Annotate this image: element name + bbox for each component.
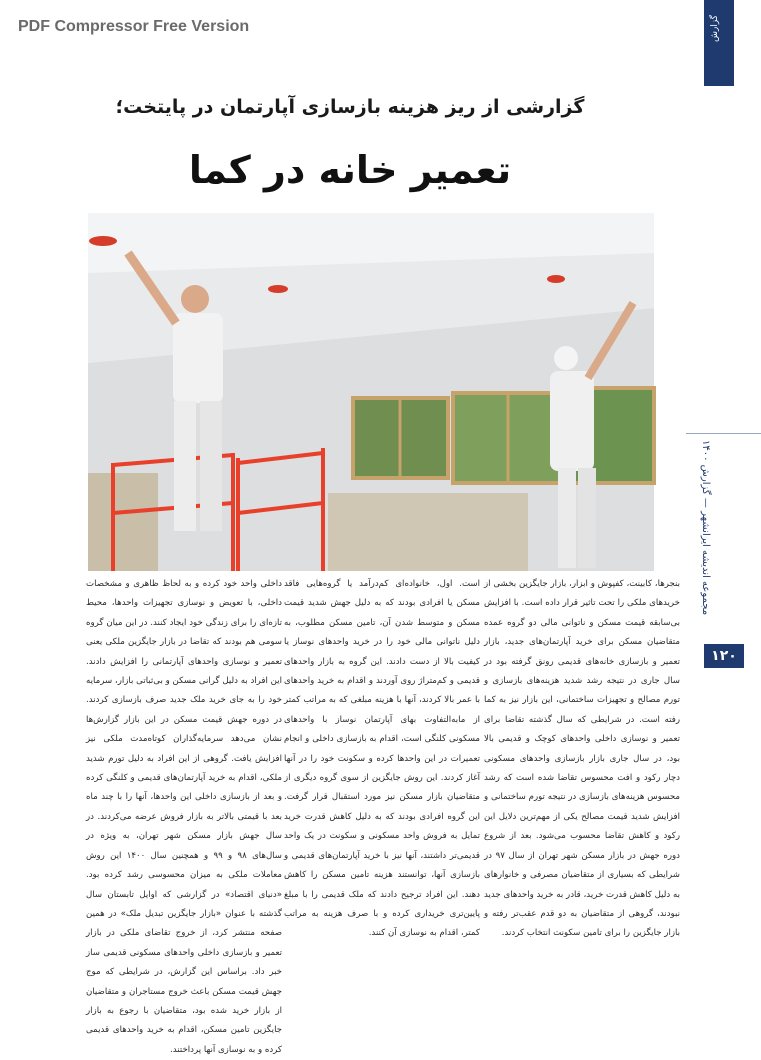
article-photo xyxy=(88,213,654,571)
text-column-3: داخلی واحد خود کرده و به لحاظ ظاهری و مشخصات داخلی، با تعویض و نوسازی تجهیزات واحدها، محیط تازه‌ای را برای زندگی خود ایجاد کنند. در این میان گروه سومی هم بودند که تقاضا در بازار جایگزین ملکی یعنی تعمیر و نوسازی واحدهای آپارتمانی را افزایش دادند. این افراد به دلیل گرانی مسکن و بی‌ثباتی بازار، سرمایه خود را به جای خرید ملک جدید صرف بازسازی کردند. در دوره جهش قیمت مسکن در این بازار گزارش‌ها نشان می‌دهد سرمایه‌گذاران کوتاه‌مدت ملکی نیز افزایش یافت. گروهی از این افراد به دلیل تورم شدید ملکی، اقدام به خرید آپارتمان‌های قدیمی و کلنگی کرده و بعد از بازسازی داخلی این واحدها، آنها را با چند ماه بعد با قیمتی بالاتر به بازار فروش عرضه می‌کردند. در سال جهش بازار مسکن شهر تهران، به ویژه در سال‌های ۹۸ و ۹۹ و همچنین سال ۱۴۰۰ این روش معاملات ملکی به میزان محسوسی رشد کرده بود. «دنیای اقتصاد» در گزارشی که اوایل تابستان سال گذشته با عنوان «بازار جایگزین تبدیل ملک» در همین صفحه منتشر کرد، از خروج تقاضای ملکی در بازار تعمیر و بازسازی داخلی واحدهای مسکونی قدیمی ساز خبر داد. براساس این گزارش، در شرایطی که موج جهش قیمت مسکن باعث خروج مستاجران و متقاضیان از بازار خرید شده بود، متقاضیان با رجوع به بازار جایگزین تامین مسکن، اقدام به خرید واحدهای قدیمی کرده و به نوسازی آنها پرداختند. xyxy=(86,579,283,1055)
article-subtitle: گزارشی از ریز هزینه بازسازی آپارتمان در پایتخت؛ xyxy=(115,96,585,118)
side-journal-text: مجموعه اندیشه ایرانشهر — گزارش ۱۴۰۰ xyxy=(700,440,711,616)
section-tab-label: گزارش xyxy=(710,14,720,42)
article-title: تعمیر خانه در کما xyxy=(188,148,512,192)
page-number: ۱۲۰ xyxy=(704,644,744,668)
text-column-2: است. اول، خانواده‌ای کم‌درآمد یا گروه‌هایی فاقد مسکن یا افرادی بودند که به دلیل جهش شدید قیمت مسکن و متوسط شدن آن، تامین مسکن مطلوب، به دلیل ناتوانی مالی خود را در خرید واحدهای نوساز یا کیفیت بالا از دست دادند. این گروه به بازار واحدهای قدیمی و کم‌متراژ روی آوردند و اقدام به خرید واحدهای با عمر بالا کردند، آنها با هزینه مبلغی که به مراتب کمتر از مابه‌التفاوت بهای آپارتمان نوساز با واحدهای مسکونی کلنگی است، اقدام به بازسازی داخلی و انجام تعمیرات در این واحدها کرده و سکونت خود را در آنها آغاز کردند. این روش جایگزین از سوی گروه دیگری از متقاضیان بازار مسکن نیز مورد استقبال قرار گرفت. این گروه افرادی بودند که به دلیل کاهش قدرت خرید تمایل به فروش واحد مسکونی و سکونت در یک واحد قدیمی‌تر داشتند، آنها نیز با خرید آپارتمان‌های قدیمی و بازسازی آنها، توانستند هزینه تامین مسکن را کاهش دهند. این افراد ترجیح دادند که ملک قدیمی را با مبلغ پایین‌تری خریداری کرده و با صرف هزینه به مراتب کمتر، اقدام به نوسازی آن کنند. xyxy=(284,579,480,939)
side-journal-label xyxy=(700,440,714,640)
watermark-text: PDF Compressor Free Version xyxy=(18,18,250,35)
section-tab xyxy=(704,0,734,86)
side-divider xyxy=(686,433,761,434)
text-column-1: بنجرها، کابینت، کفپوش و ابزار، بازار جایگزین بخشی از خریدهای ملکی را تحت تاثیر قرار داده است. با افزایش بی‌سابقه قیمت مسکن و ناتوانی مالی دو گروه عمده متقاضیان مسکن برای خرید آپارتمان‌های جدید، بازار تعمیر و بازسازی خانه‌های قدیمی رونق گرفته بود در سال جاری در نتیجه رشد شدید هزینه‌های بازسازی و تورم مصالح و تجهیزات ساختمانی، این بازار نیز به کما رفته است. در شرایطی که سال گذشته تقاضا برای تعمیر و نوسازی داخلی واحدهای کوچک و قدیمی بالا بود، در سال جاری بازار بازسازی واحدهای مسکونی دچار رکود و افت محسوس تقاضا شده است که رشد محسوس هزینه‌های بازسازی در نتیجه تورم ساختمانی و افزایش شدید قیمت مصالح یکی از مهم‌ترین دلایل این رکود و کاهش تقاضا محسوب می‌شود. بعد از شروع دوره جهش در بازار مسکن شهر تهران از سال ۹۷ در شرایطی که بسیاری از متقاضیان مصرفی و خانوارهای به دلیل کاهش قدرت خرید، قادر به خرید واحدهای جدید نبودند، گروهی از متقاضیان به دو قدم عقب‌تر رفته و بازار جایگزین را برای تامین سکونت انتخاب کردند. xyxy=(484,579,680,939)
